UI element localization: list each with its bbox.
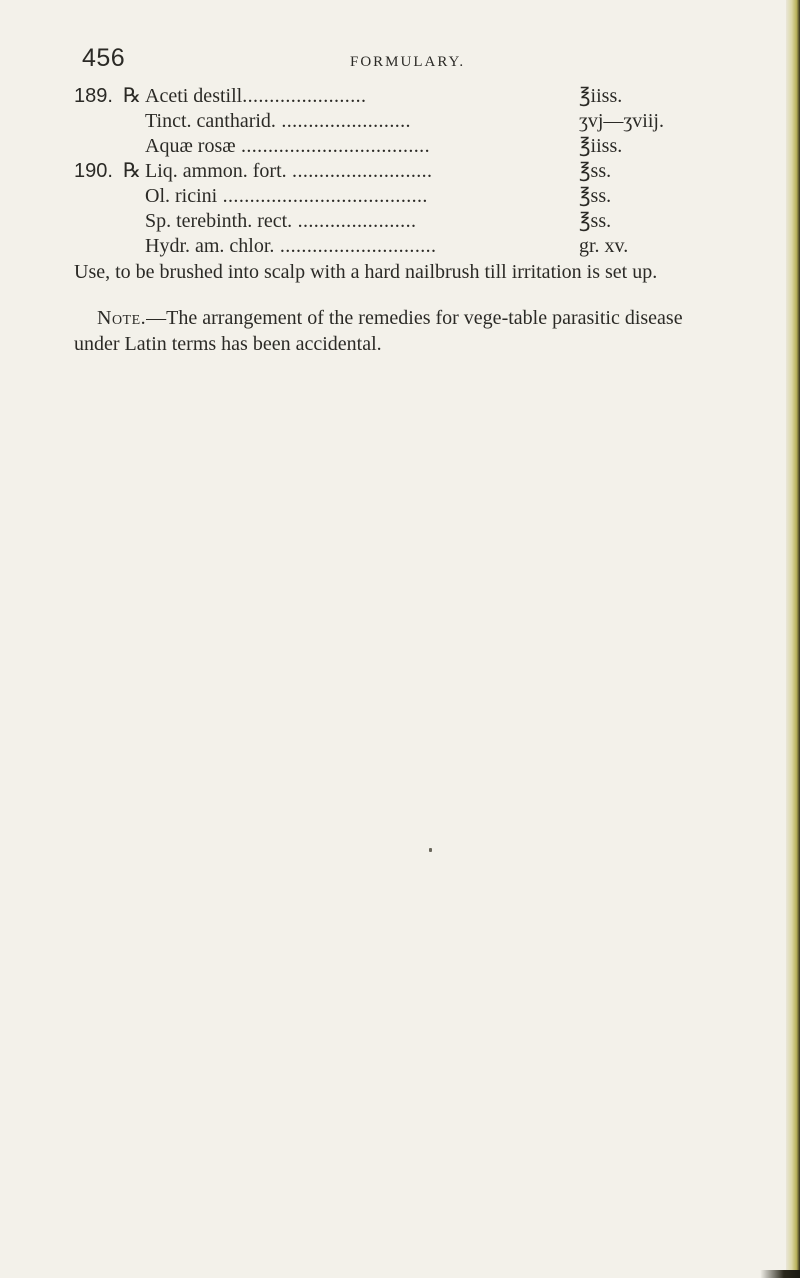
ingredient-line — [74, 134, 694, 159]
ingredient-name: Ol. ricini ...................................... — [145, 185, 428, 207]
note-text: —The arrangement of the remedies for vege-table parasitic disease under Latin terms has been accidental. — [74, 307, 683, 355]
page-header — [82, 44, 702, 78]
page-edge-shadow — [786, 0, 800, 1278]
ingredient-line — [74, 109, 694, 134]
ingredient-name: Sp. terebinth. rect. ...................... — [145, 210, 417, 232]
note-label: Note. — [97, 307, 147, 329]
note-paragraph — [74, 305, 716, 357]
ingredient-name: Aquæ rosæ ................................... — [145, 135, 430, 157]
ingredient-name: Aceti destill....................... — [145, 85, 367, 107]
usage-instructions: Use, to be brushed into scalp with a hard nailbrush till irritation is set up. — [74, 261, 658, 283]
ingredient-quantity: ℥iiss. — [579, 135, 623, 157]
ingredient-line — [74, 234, 694, 259]
ingredient-quantity: ʒvj—ʒviij. — [579, 110, 664, 132]
ingredient-quantity: ℥iiss. — [579, 85, 623, 107]
page-number: 456 — [82, 44, 126, 72]
rx-symbol-icon: ℞ — [123, 160, 141, 182]
prescription-number: 189. — [74, 85, 113, 107]
paper-speck — [429, 848, 432, 852]
page-body — [74, 84, 694, 377]
rx-symbol-icon: ℞ — [123, 85, 141, 107]
ingredient-quantity: ℥ss. — [579, 210, 612, 232]
ingredient-name: Liq. ammon. fort. .......................... — [145, 160, 433, 182]
running-head: FORMULARY. — [350, 54, 466, 70]
ingredient-quantity: ℥ss. — [579, 160, 612, 182]
prescription-189 — [74, 84, 694, 159]
ingredient-quantity: gr. xv. — [579, 235, 629, 257]
ingredient-line — [74, 84, 694, 109]
ingredient-line — [74, 209, 694, 234]
page-corner-shadow — [760, 1270, 800, 1278]
ingredient-name: Tinct. cantharid. ........................ — [145, 110, 411, 132]
ingredient-name: Hydr. am. chlor. ............................. — [145, 235, 437, 257]
prescription-190 — [74, 159, 694, 259]
ingredient-quantity: ℥ss. — [579, 185, 612, 207]
prescription-number: 190. — [74, 160, 113, 182]
ingredient-line — [74, 159, 694, 184]
ingredient-line — [74, 184, 694, 209]
